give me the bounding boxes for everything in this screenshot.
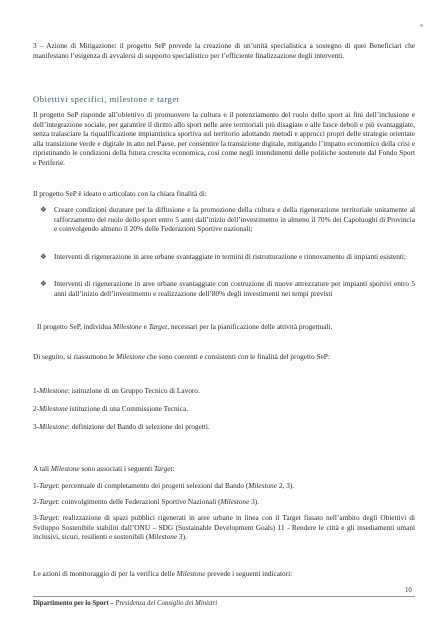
footer-department: Dipartimento per lo Sport xyxy=(33,600,109,607)
milestone-summary-intro: Di seguito, si riassumono le Milestone che sono coerenti e consistenti con le finalità del progetto SeP: xyxy=(33,352,330,361)
target-item: 2-Target: coinvolgimento delle Federazioni Sportive Nazionali (Milestone 3). xyxy=(33,497,260,506)
objective-paragraph: Il progetto SeP risponde all’obiettivo di promuovere la cultura e il potenziamento del ruolo dello sport ai fini dell’inclusione e dell’integrazione sociale, per garantire il diritto allo sport nelle aree territoriali più disagiate e alle fasce deboli e più svantaggiate, senza tralasciare la riqualificazione impiantistica sportiva sul territorio adottando metodi e approcci propri delle strategie orientate alla transizione verde e digitale in atto nel Paese, per consentire la transizione digitale, mitigando l’impatto economico della crisi e ripristinando le condizioni della futura crescita economica, così come negli intendimenti delle politiche sostenute dal Fondo Sport e Periferie. xyxy=(33,110,415,167)
page-number: 10 xyxy=(405,587,412,594)
mitigation-paragraph: 3 – Azione di Mitigazione: il progetto SeP prevede la creazione di un’unità specialistica a sostegno di quei Beneficiari che manifestano l’esigenza di avvalersi di supporto specialistico per l’efficiente finalizzazione degli interventi. xyxy=(33,41,415,60)
bullet-text: Interventi di rigenerazione in aree urbane svantaggiate con costruzione di nuove attrezzature per impianti sportivi entro 5 anni dall’inizio dell’investimento e realizzazione dell’80% degli investimenti nei tempi previsti xyxy=(54,279,415,298)
targets-intro: A tali Milestone sono associati i seguenti Target: xyxy=(33,464,175,473)
purpose-intro: Il progetto SeP è ideato e articolato con la chiara finalità di: xyxy=(33,189,207,198)
bullet-text: Interventi di rigenerazione in aree urbane svantaggiate in termini di ristrutturazione e rinnovamento di impianti esistenti; xyxy=(54,252,406,261)
bullet-text: Creare condizioni durature per la diffusione e la promozione della cultura e della rigenerazione territoriale unitamente al rafforzamento del ruolo dello sport entro 5 anni dall’inizio dell’investimento in almeno il 70% dei Capoluoghi di Provincia e coinvolgendo almeno il 20% delle Federazioni Sportive nazionali; xyxy=(54,205,415,234)
bullet-item xyxy=(40,279,415,298)
milestone-item: 3-Milestone: definizione del Bando di selezione dei progetti. xyxy=(33,422,210,431)
milestone-item: 1-Milestone: istituzione di un Gruppo Tecnico di Lavoro. xyxy=(33,386,200,395)
monitoring-paragraph: Le azioni di monitoraggio di per la verifica delle Milestone prevede i seguenti indicatori: xyxy=(33,569,293,578)
section-heading: Obiettivi specifici, milestone e target xyxy=(33,94,180,104)
milestone-item: 2-Milestone istituzione di una Commissione Tecnica. xyxy=(33,404,189,413)
footer-divider xyxy=(33,596,415,597)
bullet-item xyxy=(40,252,415,262)
page-footer: Dipartimento per lo Sport – Presidenza del Consiglio dei Ministri xyxy=(33,600,218,607)
target-item: 1-Target: percentuale di completamento dei progetti selezioni dal Bando (Milestone 2, 3). xyxy=(33,481,295,490)
diamond-bullet-icon: ❖ xyxy=(40,205,47,214)
bullet-item xyxy=(40,205,415,234)
target-item: 3-Target: realizzazione di spazi pubblici rigenerati in aree urbane in linea con il Target fissato nell’ambito degli Obiettivi di Sviluppo Sostenibile stabiliti dall’ONU – SDG (Sustainable Development Goals) 11 - Rendere le città e gli insediamenti umani inclusivi, sicuri, resilienti e sostenibili (Milestone 3). xyxy=(33,513,415,542)
diamond-bullet-icon: ❖ xyxy=(40,252,47,261)
diamond-bullet-icon: ❖ xyxy=(40,279,47,288)
scan-speck xyxy=(420,24,423,27)
footer-presidency: Presidenza del Consiglio dei Ministri xyxy=(115,600,218,607)
milestone-target-paragraph: Il progetto SeP, individua Milestone e Target, necessari per la pianificazione delle attività progettuali. xyxy=(37,322,333,331)
